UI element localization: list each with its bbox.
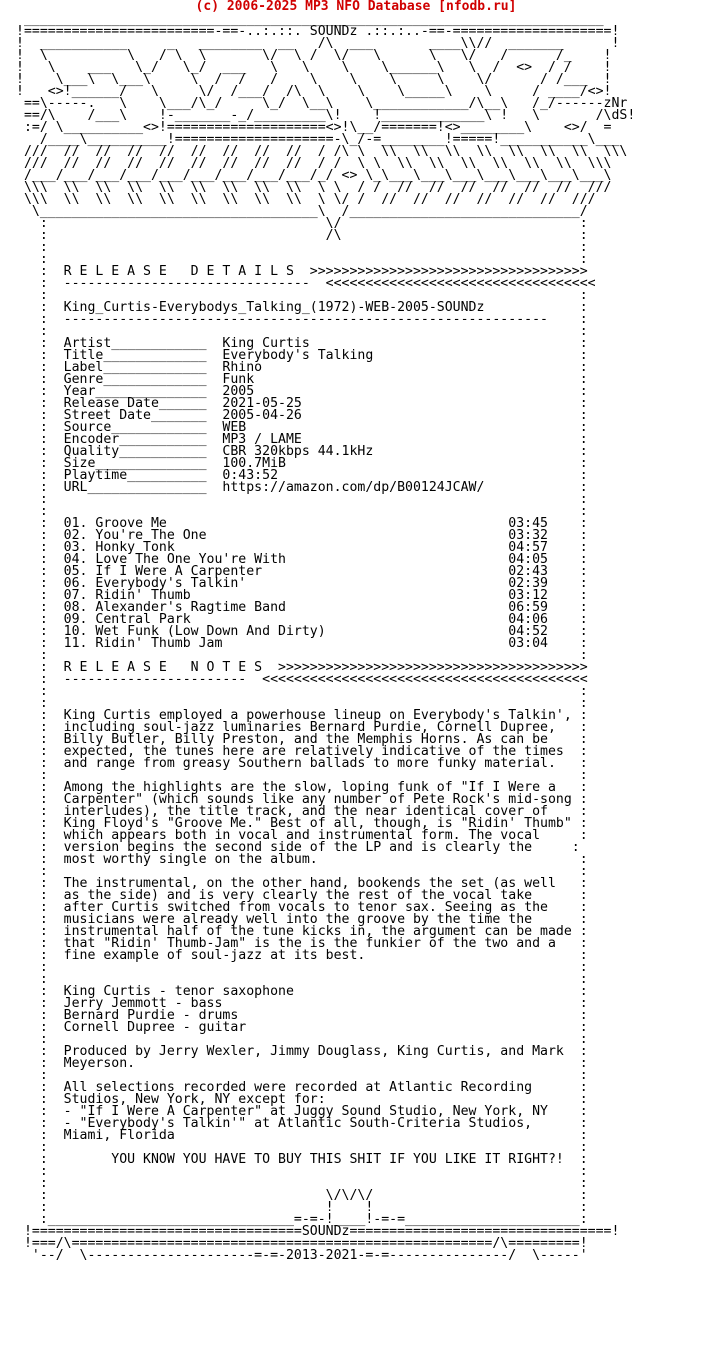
nfo-line: : R E L E A S E N O T E S >>>>>>>>>>>>>>>>>>>>>>>>>>>>>>>>>>>>>>>	[16, 660, 588, 675]
nfo-line: : - "Everybody's Talkin'" at Atlantic South-Criteria Studios, :	[16, 1116, 588, 1131]
nfo-line: : YOU KNOW YOU HAVE TO BUY THIS SHIT IF YOU LIKE IT RIGHT?! :	[16, 1152, 588, 1167]
nfo-line: : ! ! :	[16, 1200, 588, 1215]
nfo-line: :=/ \__________<>!====================<>!\__/=======!<>________\ <>/ =	[16, 120, 612, 135]
nfo-line: : :	[16, 1164, 588, 1179]
nfo-line: : musicians were already well into the groove by the time the :	[16, 912, 588, 927]
nfo-line: : \/ :	[16, 216, 588, 231]
nfo-line: : Street Date_______ 2005-04-26 :	[16, 408, 588, 423]
nfo-line: : All selections recorded were recorded at Atlantic Recording :	[16, 1080, 588, 1095]
nfo-line: : 08. Alexander's Ragtime Band 06:59 :	[16, 600, 588, 615]
nfo-line: /___/___/___/___/___/___/___/___/___/_/ <> \_\___\___\___\___\___\___\___\	[16, 168, 612, 183]
nfo-line: : :	[16, 684, 588, 699]
nfo-line: : Studios, New York, NY except for: :	[16, 1092, 588, 1107]
nfo-line: : Miami, Florida :	[16, 1128, 588, 1143]
nfo-line: : Billy Butler, Billy Preston, and the Memphis Horns. As can be :	[16, 732, 588, 747]
nfo-line: : URL_______________ https://amazon.com/dp/B00124JCAW/ :	[16, 480, 588, 495]
nfo-line: : Jerry Jemmott - bass :	[16, 996, 588, 1011]
nfo-line: /// // // // // // // // // / / \ \ \\ \\ \\ \\ \\ \\ \\\	[16, 156, 612, 171]
nfo-line: : Among the highlights are the slow, loping funk of "If I Were a :	[16, 780, 588, 795]
nfo-line: : 06. Everybody's Talkin' 02:39 :	[16, 576, 588, 591]
nfo-line: : Title_____________ Everybody's Talking :	[16, 348, 588, 363]
nfo-line: : Artist____________ King Curtis :	[16, 336, 588, 351]
nfo-line: : R E L E A S E D E T A I L S >>>>>>>>>>>>>>>>>>>>>>>>>>>>>>>>>>>	[16, 264, 588, 279]
nfo-line: : Carpenter" (which sounds like any number of Pete Rock's mid-song :	[16, 792, 588, 807]
nfo-line: : :	[16, 240, 588, 255]
nfo-line: \\\ \\ \\ \\ \\ \\ \\ \\ \\ \ \ / / // // // // // // ///	[16, 180, 612, 195]
nfo-line: : version begins the second side of the LP and is clearly the :	[16, 840, 580, 855]
nfo-line: : Size______________ 100.7MiB :	[16, 456, 588, 471]
nfo-line: : ----------------------- <<<<<<<<<<<<<<<<<<<<<<<<<<<<<<<<<<<<<<<<<	[16, 672, 588, 687]
nfo-line: : Source____________ WEB :	[16, 420, 588, 435]
nfo-line: ! <>!______/ \ \/ /___/ /\ \ \ \_____\ \ / ____/<>!	[16, 84, 612, 99]
nfo-line: ! \ ___ \_/ \_/ ___ \ \ \ \______\ \ / <> / / !	[16, 60, 612, 75]
nfo-line: : Genre_____________ Funk :	[16, 372, 588, 387]
nfo-line: : /\ :	[16, 228, 588, 243]
nfo-line: '--/ \---------------------=-=-2013-2021-=-=---------------/ \-----'	[16, 1248, 588, 1263]
nfo-line: ==/\ /___\ !-_______-_/_________\! !_____________\ ! \ /\dS!	[16, 108, 636, 123]
nfo-line: : :	[16, 1176, 588, 1191]
nfo-line: : Cornell Dupree - guitar :	[16, 1020, 588, 1035]
nfo-line: : including soul-jazz luminaries Bernard Purdie, Cornell Dupree, :	[16, 720, 588, 735]
nfo-line: \___________________________________\ /_____________________________/	[16, 204, 588, 219]
nfo-line: ! \___\ \___\ \ / / / \ \ \ \ \/ / /___ !	[16, 72, 612, 87]
nfo-line: : 11. Ridin' Thumb Jam 03:04 :	[16, 636, 588, 651]
nfo-line: : :	[16, 504, 588, 519]
nfo-line: : Produced by Jerry Wexler, Jimmy Douglass, King Curtis, and Mark :	[16, 1044, 588, 1059]
nfo-line: : Label_____________ Rhino :	[16, 360, 588, 375]
nfo-line: : :	[16, 1068, 588, 1083]
nfo-line: : :	[16, 696, 588, 711]
nfo-line: : Playtime__________ 0:43:52 :	[16, 468, 588, 483]
nfo-line: : that "Ridin' Thumb-Jam" is the is the funkier of the two and a :	[16, 936, 588, 951]
nfo-line: !===/\=====================================================/\=========!	[16, 1236, 588, 1251]
nfo-line: : :	[16, 768, 588, 783]
nfo-line: : King_Curtis-Everybodys_Talking_(1972)-WEB-2005-SOUNDz :	[16, 300, 588, 315]
nfo-line: : Release Date______ 2021-05-25 :	[16, 396, 588, 411]
nfo-line: : Quality___________ CBR 320kbps 44.1kHz :	[16, 444, 588, 459]
nfo-line: : after Curtis switched from vocals to tenor sax. Seeing as the :	[16, 900, 588, 915]
nfo-line: : King Floyd's "Groove Me." Best of all, though, is "Ridin' Thumb" :	[16, 816, 588, 831]
nfo-line: ! ___________ _ ________ __ /\ ___ ____\\// _______ !	[16, 36, 620, 51]
nfo-line: : fine example of soul-jazz at its best. :	[16, 948, 588, 963]
nfo-line: : :	[16, 1140, 588, 1155]
nfo-line: : Year______________ 2005 :	[16, 384, 588, 399]
nfo-line: !==================================SOUNDz=================================!	[16, 1224, 620, 1239]
nfo-line: : Meyerson. :	[16, 1056, 588, 1071]
nfo-line: : :	[16, 288, 588, 303]
nfo-line: : King Curtis employed a powerhouse lineup on Everybody's Talkin', :	[16, 708, 588, 723]
nfo-line: : 09. Central Park 04:06 :	[16, 612, 588, 627]
nfo-line: : :	[16, 1032, 588, 1047]
nfo-line: : and range from greasy Southern ballads to more funky material. :	[16, 756, 588, 771]
nfo-line: : expected, the tunes here are relatively indicative of the times :	[16, 744, 588, 759]
nfo-line: : 07. Ridin' Thumb 03:12 :	[16, 588, 588, 603]
nfo-line: : :	[16, 972, 588, 987]
nfo-line: _________________________________________________________________________	[16, 12, 604, 27]
nfo-line: : :	[16, 960, 588, 975]
nfo-line: : 02. You're The One 03:32 :	[16, 528, 588, 543]
nfo-line: : 03. Honky Tonk 04:57 :	[16, 540, 588, 555]
nfo-line: : 05. If I Were A Carpenter 02:43 :	[16, 564, 588, 579]
nfo-line: : :	[16, 252, 588, 267]
nfo-line: : instrumental half of the tune kicks in, the argument can be made :	[16, 924, 588, 939]
nfo-line: : King Curtis - tenor saxophone :	[16, 984, 588, 999]
nfo-line: ==\-----. \ \___/\_/ \_/ \__\ \____________/\__\ /_/------zNr	[16, 96, 628, 111]
nfo-line: : Bernard Purdie - drums :	[16, 1008, 588, 1023]
nfo-content	[16, 14, 706, 1262]
nfo-line: : :	[16, 324, 588, 339]
nfo-line: !========================-==-..:.::. SOUNDz .::.:..-==-====================!	[16, 24, 620, 39]
nfo-line: : most worthy single on the album. :	[16, 852, 588, 867]
nfo-line: : :	[16, 648, 588, 663]
nfo-line: : 04. Love The One You're With 04:05 :	[16, 552, 588, 567]
nfo-line: : which appears both in vocal and instrumental form. The vocal :	[16, 828, 588, 843]
nfo-line: : :	[16, 492, 588, 507]
database-header[interactable]: (c) 2006-2025 MP3 NFO Database [nfodb.ru]	[195, 0, 517, 14]
nfo-line: : Encoder___________ MP3 / LAME :	[16, 432, 588, 447]
nfo-line: : \/\/\/ :	[16, 1188, 588, 1203]
nfo-line: : interludes), the title track, and the near identical cover of :	[16, 804, 588, 819]
nfo-line: /____\__________!====================-\_/-=________!=====!___________\___	[16, 132, 620, 147]
nfo-line: : 10. Wet Funk (Low Down And Dirty) 04:52 :	[16, 624, 588, 639]
nfo-line: :_______________________________=-=-!____!-=-=______________________:	[16, 1212, 588, 1227]
nfo-line: : ------------------------------- <<<<<<<<<<<<<<<<<<<<<<<<<<<<<<<<<<	[16, 276, 596, 291]
nfo-line: : The instrumental, on the other hand, bookends the set (as well :	[16, 876, 588, 891]
nfo-line: ! \ \ / \ \ \/ \ / \/ \ \ \/ / /_ !	[16, 48, 612, 63]
nfo-line: : 01. Groove Me 03:45 :	[16, 516, 588, 531]
nfo-line: : :	[16, 864, 588, 879]
nfo-line: : ------------------------------------------------------------- :	[16, 312, 588, 327]
nfo-line: /// // // // // // // // // / /\ \ \\ \\ \\ \\ \\ \\ \\ \\\	[16, 144, 628, 159]
nfo-line: \\\ \\ \\ \\ \\ \\ \\ \\ \\ \ \/ / // // // // // // ///	[16, 192, 596, 207]
nfo-line: : as the side) and is very clearly the rest of the vocal take :	[16, 888, 588, 903]
nfo-line: : - "If I Were A Carpenter" at Juggy Sound Studio, New York, NY :	[16, 1104, 588, 1119]
